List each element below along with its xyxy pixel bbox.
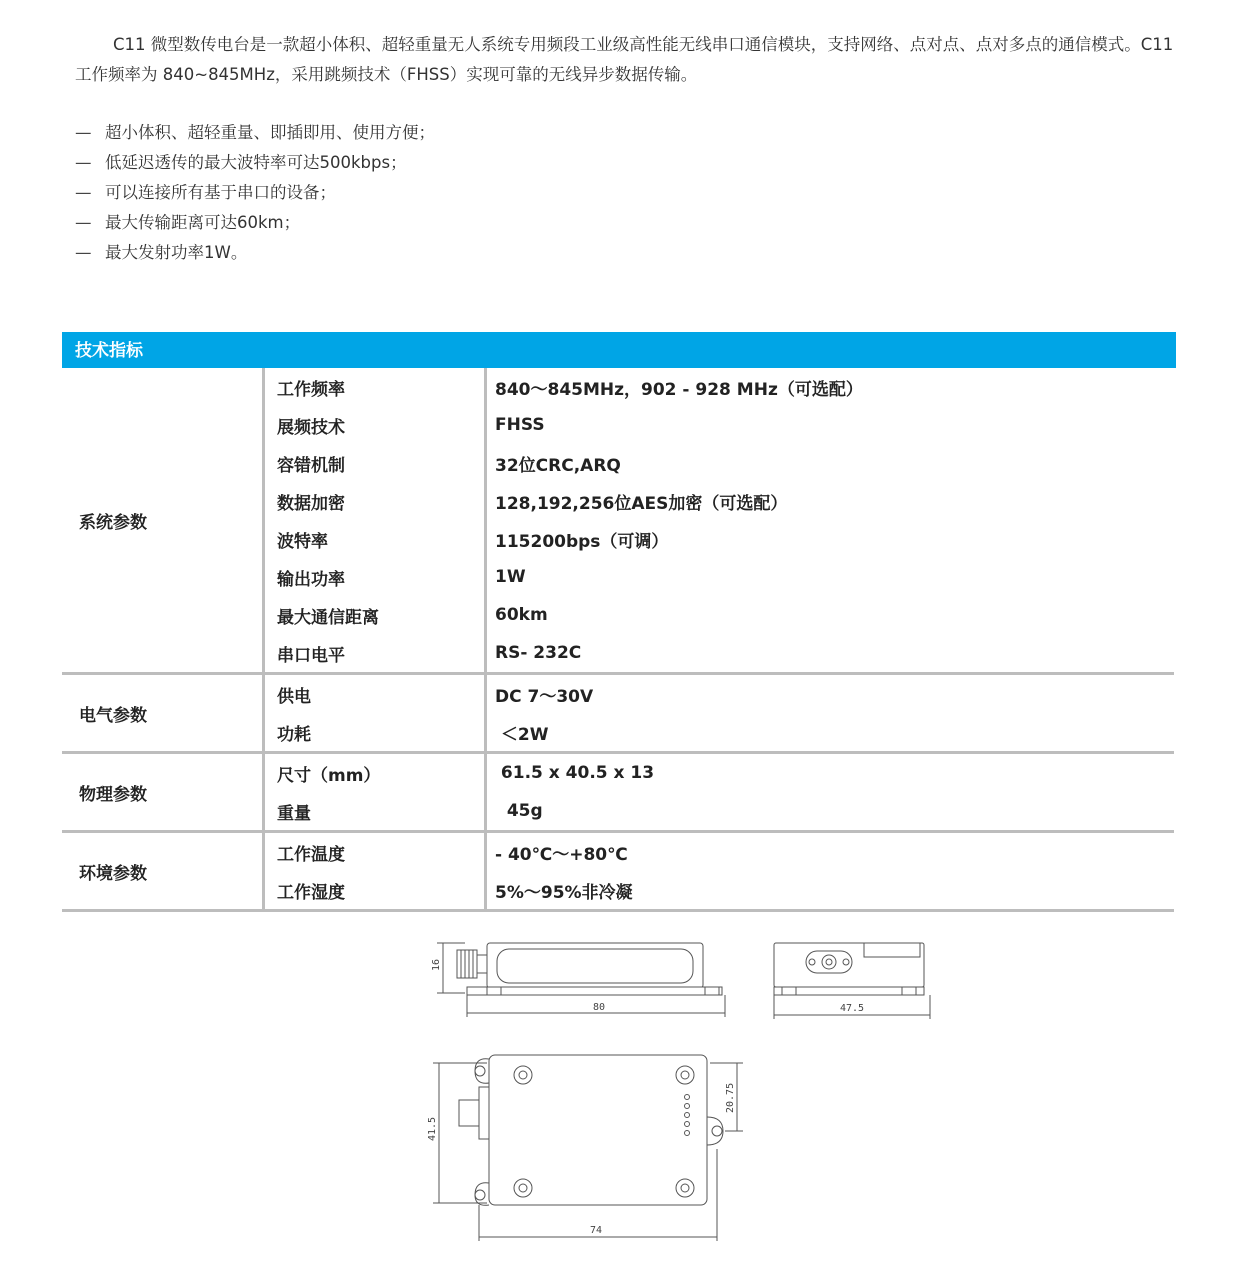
param-value: DC 7～30V bbox=[484, 675, 1174, 713]
table-row bbox=[262, 406, 1174, 444]
table-row bbox=[262, 520, 1174, 558]
hole-offset-dim: 20.75 bbox=[725, 1082, 736, 1113]
top-height-dim: 41.5 bbox=[427, 1116, 438, 1141]
param-value: 128,192,256位AES加密（可选配） bbox=[484, 482, 1174, 520]
param-name: 供电 bbox=[262, 675, 484, 713]
param-value: - 40℃～+80℃ bbox=[484, 833, 1174, 871]
spec-group-environment bbox=[62, 833, 1174, 912]
end-width-dim: 47.5 bbox=[840, 1003, 865, 1014]
side-height-dim: 16 bbox=[431, 958, 442, 971]
dash-icon: — bbox=[75, 153, 92, 172]
table-row bbox=[262, 713, 1174, 751]
table-row bbox=[262, 871, 1174, 909]
feature-item: — 最大传输距离可达60km； bbox=[75, 208, 975, 238]
side-view-drawing bbox=[425, 935, 735, 1025]
table-row bbox=[262, 596, 1174, 634]
table-row bbox=[262, 368, 1174, 406]
feature-item: — 最大发射功率1W。 bbox=[75, 238, 975, 268]
spec-group-system bbox=[62, 368, 1174, 675]
end-view-drawing bbox=[770, 935, 940, 1025]
table-row bbox=[262, 444, 1174, 482]
param-name: 展频技术 bbox=[262, 406, 484, 444]
param-name: 工作温度 bbox=[262, 833, 484, 871]
param-value: ＜2W bbox=[484, 713, 1174, 751]
table-row bbox=[262, 833, 1174, 871]
table-row bbox=[262, 634, 1174, 672]
param-value: 61.5 x 40.5 x 13 bbox=[484, 754, 1174, 792]
param-value: 1W bbox=[484, 558, 1174, 596]
param-name: 尺寸（mm） bbox=[262, 754, 484, 792]
param-value: 115200bps（可调） bbox=[484, 520, 1174, 558]
feature-item: — 低延迟透传的最大波特率可达500kbps； bbox=[75, 148, 975, 178]
param-name: 功耗 bbox=[262, 713, 484, 751]
table-row bbox=[262, 792, 1174, 830]
param-name: 波特率 bbox=[262, 520, 484, 558]
dash-icon: — bbox=[75, 123, 92, 142]
feature-item: — 可以连接所有基于串口的设备； bbox=[75, 178, 975, 208]
param-value: 840～845MHz，902 - 928 MHz（可选配） bbox=[484, 368, 1174, 406]
table-row bbox=[262, 675, 1174, 713]
param-value: FHSS bbox=[484, 406, 1174, 444]
param-name: 数据加密 bbox=[262, 482, 484, 520]
param-name: 工作湿度 bbox=[262, 871, 484, 909]
dash-icon: — bbox=[75, 213, 92, 232]
param-name: 容错机制 bbox=[262, 444, 484, 482]
param-value: 45g bbox=[484, 792, 1174, 830]
param-value: RS- 232C bbox=[484, 634, 1174, 672]
param-name: 重量 bbox=[262, 792, 484, 830]
feature-list bbox=[75, 118, 975, 268]
spec-group-electrical bbox=[62, 675, 1174, 754]
feature-item: — 超小体积、超轻重量、即插即用、使用方便； bbox=[75, 118, 975, 148]
param-name: 输出功率 bbox=[262, 558, 484, 596]
table-row bbox=[262, 754, 1174, 792]
top-view-drawing bbox=[425, 1045, 745, 1245]
table-row bbox=[262, 482, 1174, 520]
table-row bbox=[262, 558, 1174, 596]
param-value: 60km bbox=[484, 596, 1174, 634]
group-category: 物理参数 bbox=[79, 784, 147, 805]
dash-icon: — bbox=[75, 183, 92, 202]
group-category: 环境参数 bbox=[79, 863, 147, 884]
group-category: 系统参数 bbox=[79, 512, 147, 533]
intro-paragraph: C11 微型数传电台是一款超小体积、超轻重量无人系统专用频段工业级高性能无线串口通信模块，支持网络、点对点、点对多点的通信模式。C11 工作频率为 840~845MHz，采用跳频技术（FHSS）实现可靠的无线异步数据传输。 bbox=[75, 35, 1174, 84]
param-value: 32位CRC,ARQ bbox=[484, 444, 1174, 482]
spec-group-physical bbox=[62, 754, 1174, 833]
param-name: 工作频率 bbox=[262, 368, 484, 406]
spec-table-header: 技术指标 bbox=[62, 332, 1176, 368]
side-length-dim: 80 bbox=[593, 1002, 606, 1013]
param-name: 串口电平 bbox=[262, 634, 484, 672]
param-name: 最大通信距离 bbox=[262, 596, 484, 634]
group-category: 电气参数 bbox=[79, 705, 147, 726]
dash-icon: — bbox=[75, 243, 92, 262]
top-width-dim: 74 bbox=[590, 1225, 603, 1236]
spec-table bbox=[62, 368, 1174, 912]
param-value: 5%～95%非冷凝 bbox=[484, 871, 1174, 909]
